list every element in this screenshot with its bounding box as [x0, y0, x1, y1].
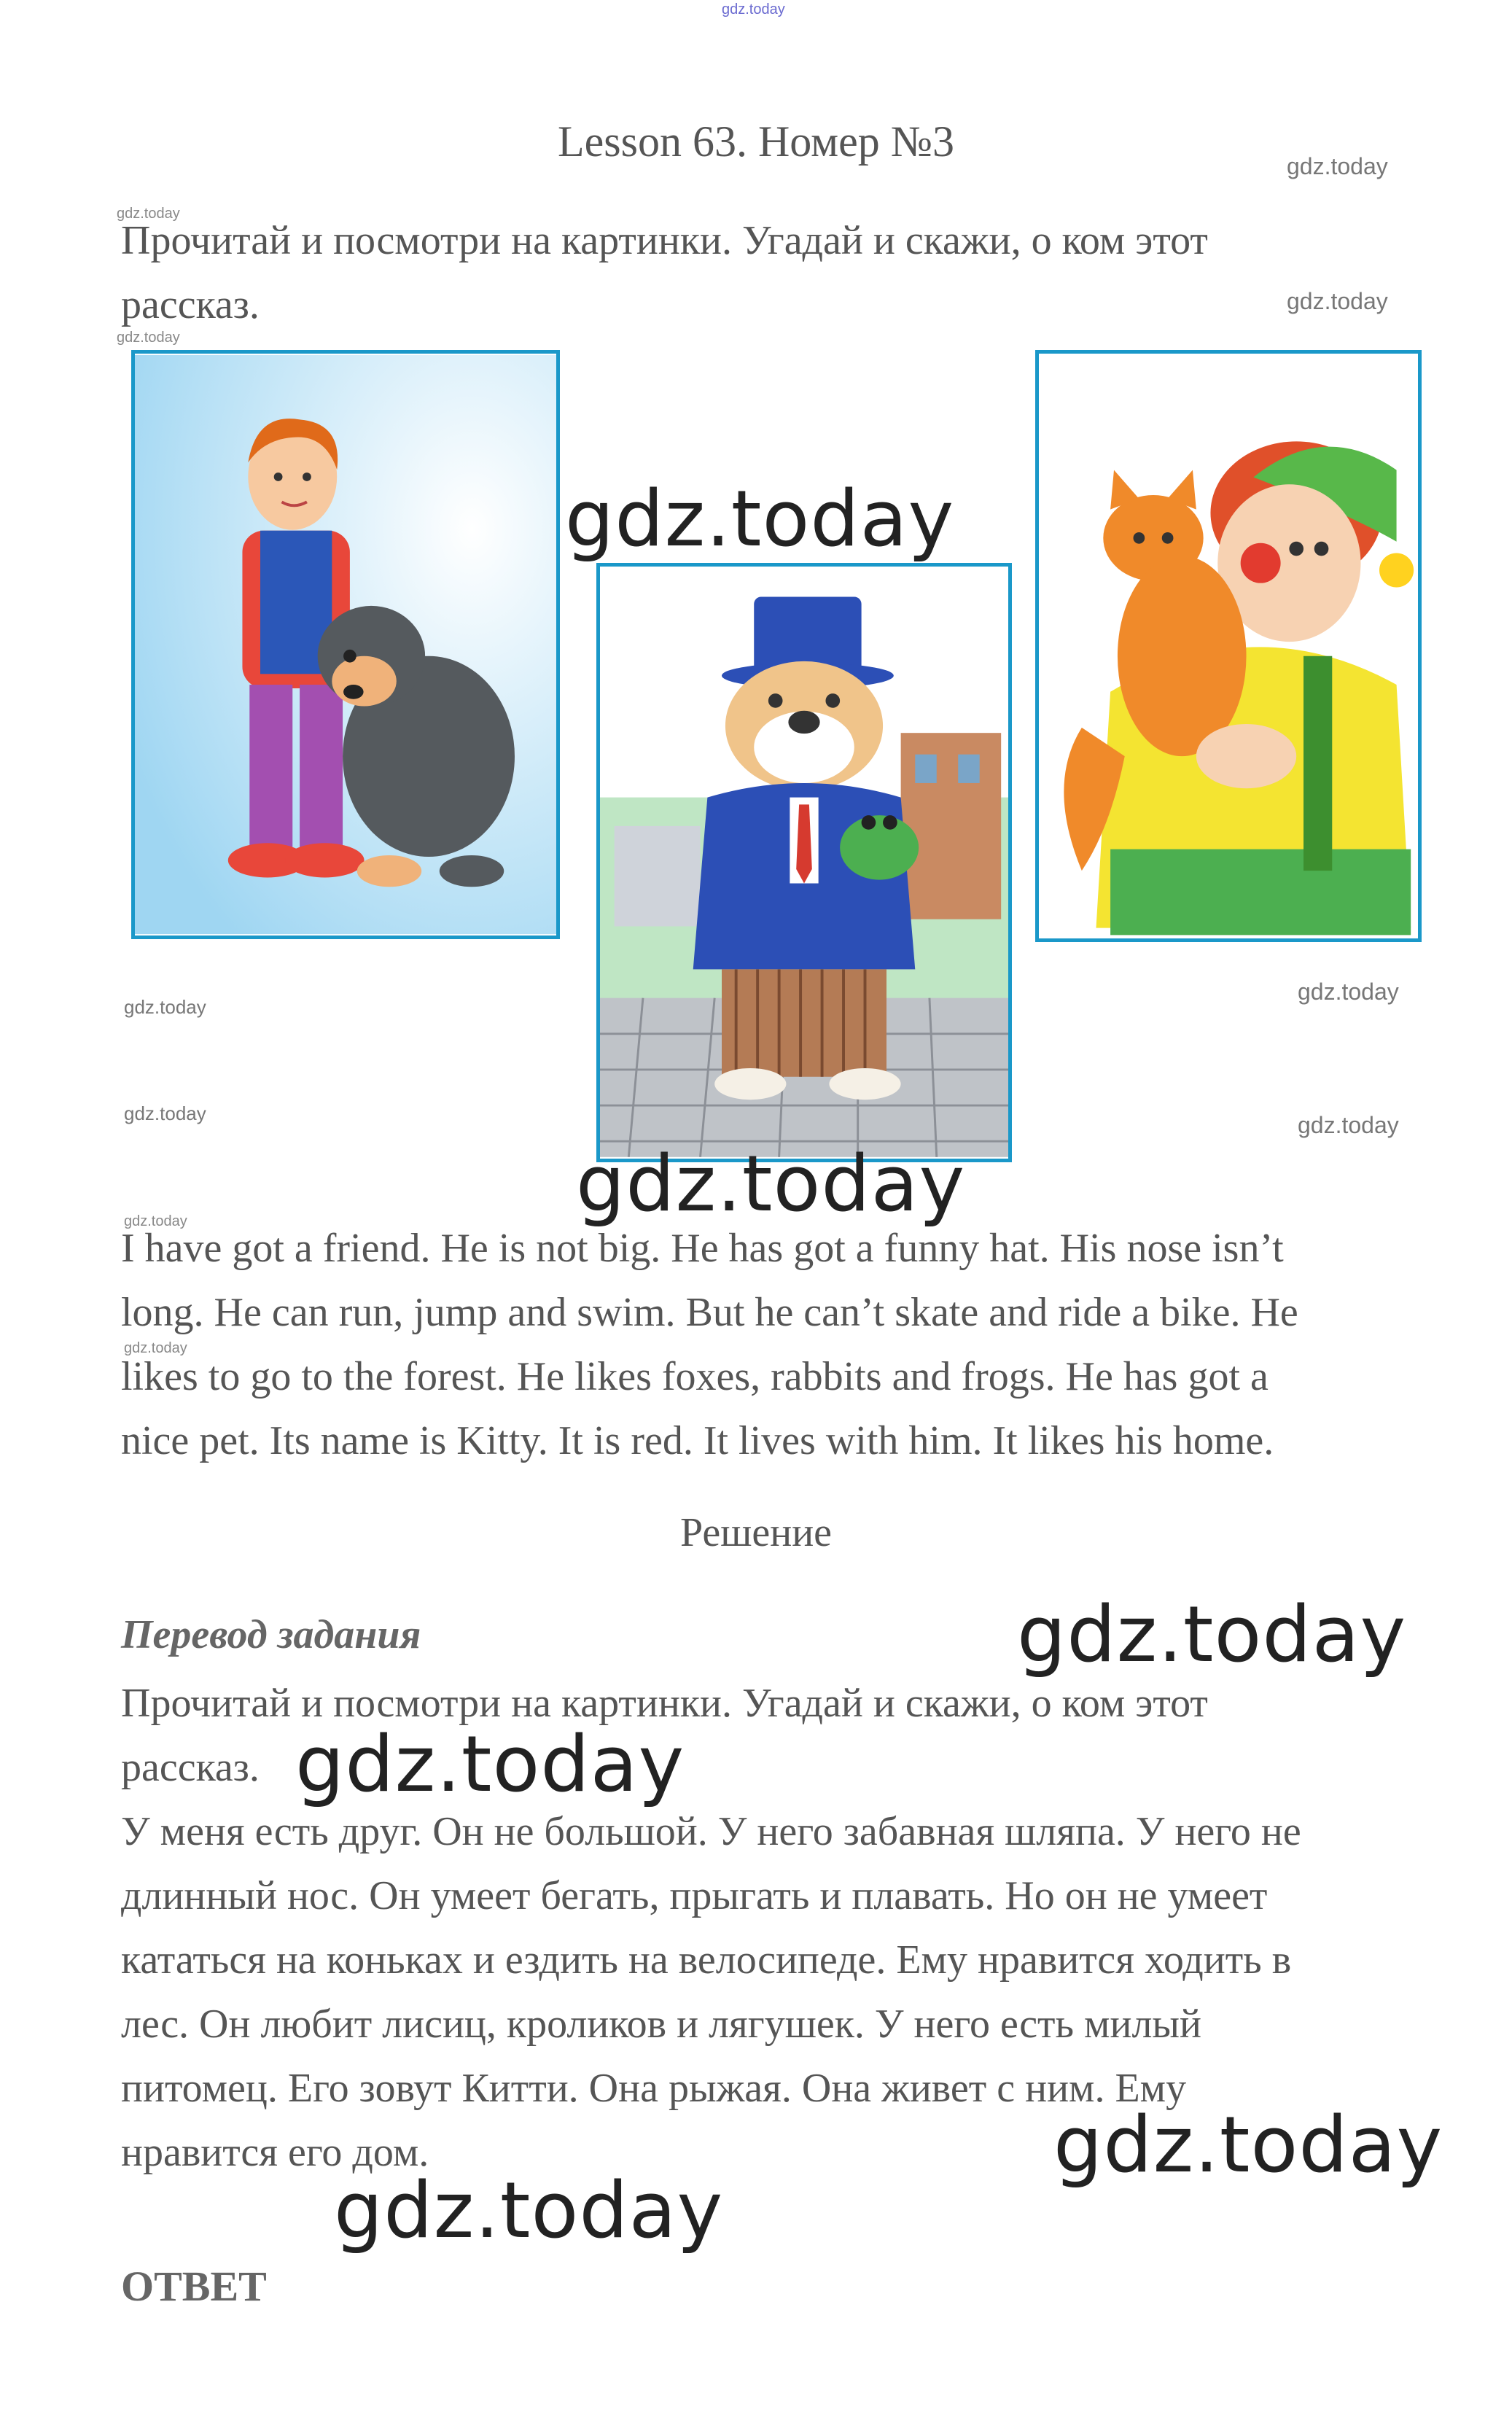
- watermark-large: gdz.today: [295, 1719, 685, 1809]
- instruction-line: рассказ.: [121, 282, 260, 327]
- watermark-tiny: gdz.today: [117, 206, 180, 222]
- watermark-large: gdz.today: [565, 474, 955, 564]
- watermark-large: gdz.today: [1017, 1590, 1407, 1679]
- story-line: nice pet. Its name is Kitty. It is red. It lives with him. It likes his home.: [121, 1418, 1274, 1463]
- picture-boy-with-dog: [131, 350, 560, 939]
- watermark-large: gdz.today: [576, 1139, 966, 1229]
- story-ru-line: нравится его дом.: [121, 2130, 429, 2175]
- watermark-small: gdz.today: [1287, 288, 1388, 314]
- watermark-tiny: gdz.today: [124, 1340, 187, 1356]
- story-ru-line: лес. Он любит лисиц, кроликов и лягушек. У него есть милый: [121, 2002, 1202, 2047]
- clown-cat-illustration: [1039, 354, 1418, 938]
- picture-dog-in-hat: [596, 563, 1012, 1162]
- translation-text: [121, 1671, 1419, 2185]
- top-watermark: gdz.today: [722, 1, 785, 17]
- instruction-line: Прочитай и посмотри на картинки. Угадай и скажи, о ком этот: [121, 218, 1208, 263]
- watermark-large: gdz.today: [1053, 2100, 1443, 2190]
- boy-dog-illustration: [135, 354, 556, 936]
- watermark-small: gdz.today: [1287, 153, 1388, 179]
- watermark-large: gdz.today: [334, 2166, 724, 2255]
- watermark-tiny: gdz.today: [124, 1213, 187, 1229]
- gentleman-dog-illustration: [600, 567, 1008, 1159]
- story-english: [121, 1216, 1419, 1473]
- watermark-small: gdz.today: [124, 996, 206, 1018]
- story-ru-line: длинный нос. Он умеет бегать, прыгать и плавать. Но он не умеет: [121, 1873, 1268, 1918]
- story-line: long. He can run, jump and swim. But he can’t skate and ride a bike. He: [121, 1290, 1298, 1335]
- watermark-small: gdz.today: [1298, 1112, 1399, 1138]
- story-ru-line: кататься на коньках и ездить на велосипеде. Ему нравится ходить в: [121, 1937, 1292, 1983]
- translation-line: Прочитай и посмотри на картинки. Угадай и скажи, о ком этот: [121, 1681, 1208, 1726]
- task-instruction: [121, 209, 1419, 337]
- story-ru-line: У меня есть друг. Он не большой. У него забавная шляпа. У него не: [121, 1809, 1301, 1854]
- watermark-small: gdz.today: [1298, 979, 1399, 1005]
- picture-clown-with-cat: [1035, 350, 1422, 942]
- page-title: Lesson 63. Номер №3: [557, 117, 954, 166]
- translation-heading: Перевод задания: [121, 1612, 421, 1657]
- watermark-small: gdz.today: [124, 1102, 206, 1124]
- translation-line: рассказ.: [121, 1745, 260, 1790]
- answer-heading: ОТВЕТ: [121, 2263, 267, 2310]
- watermark-tiny: gdz.today: [117, 330, 180, 346]
- story-line: I have got a friend. He is not big. He has got a funny hat. His nose isn’t: [121, 1226, 1284, 1271]
- story-line: likes to go to the forest. He likes foxes, rabbits and frogs. He has got a: [121, 1354, 1269, 1399]
- solution-label: Решение: [679, 1510, 833, 1555]
- story-ru-line: питомец. Его зовут Китти. Она рыжая. Она живет с ним. Ему: [121, 2066, 1187, 2111]
